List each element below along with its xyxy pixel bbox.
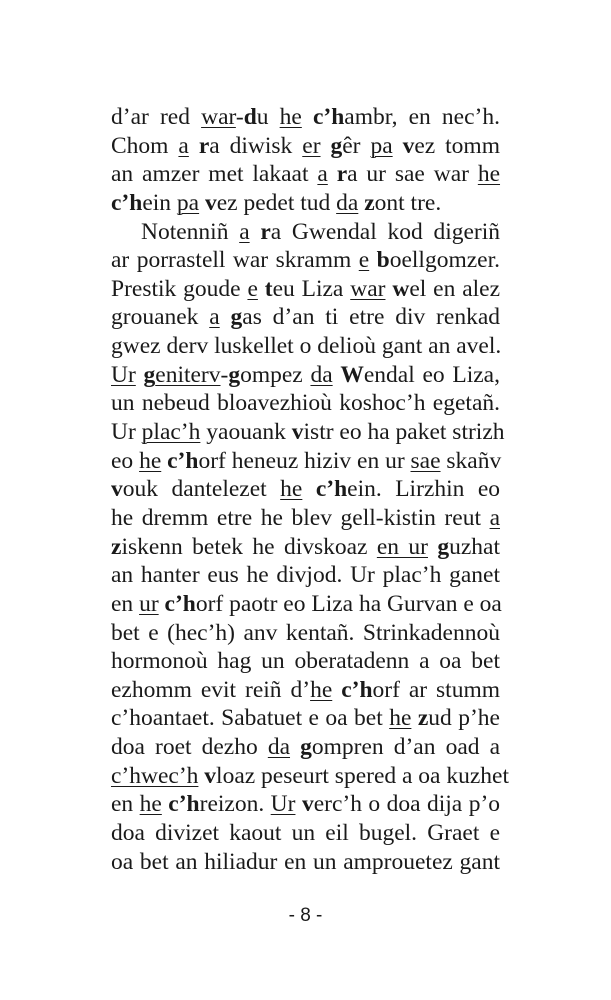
text-line <box>111 389 500 418</box>
trigger-word: a <box>209 304 220 331</box>
text-segment: iskenn betek he divskoaz <box>121 533 377 560</box>
text-segment <box>369 247 376 273</box>
mutated-letter: g <box>330 132 343 159</box>
text-segment: Notenniñ <box>141 218 240 245</box>
text-segment: ambr, en nec’h. <box>344 104 500 130</box>
text-segment <box>302 104 313 130</box>
text-segment: hormonoù hag un oberatadenn a oa bet <box>111 648 500 675</box>
text-segment: en <box>111 791 140 818</box>
text-segment: el en alez <box>409 275 501 302</box>
trigger-word: he <box>279 104 302 130</box>
trigger-word: da <box>310 361 333 388</box>
mutated-letter: r <box>260 218 271 245</box>
text-line <box>111 704 500 733</box>
mutated-letter: z <box>111 533 122 560</box>
mutated-letter: c’h <box>315 476 348 503</box>
text-line <box>111 504 500 533</box>
text-segment: ompez <box>240 361 311 388</box>
text-segment: erc’h o doa dija p’o <box>313 791 501 818</box>
text-line <box>111 303 500 332</box>
text-segment: Prestik goude <box>111 275 248 302</box>
trigger-word: he <box>139 791 162 818</box>
text-segment <box>258 276 265 302</box>
text-line <box>111 533 500 562</box>
mutated-letter: t <box>264 275 273 302</box>
mutated-letter: g <box>230 304 243 331</box>
trigger-word: he <box>310 676 333 703</box>
text-segment: Chom <box>111 132 179 159</box>
trigger-word: Ur <box>270 791 296 818</box>
text-segment: skañv <box>440 447 502 474</box>
text-line <box>111 475 500 504</box>
text-line <box>111 819 500 848</box>
text-segment <box>290 734 300 760</box>
text-segment: orf heneuz hiziv en ur <box>198 447 411 474</box>
text-line <box>111 418 505 447</box>
mutated-letter: v <box>204 762 217 789</box>
text-segment <box>136 362 144 388</box>
trigger-word: er <box>302 132 321 159</box>
text-line <box>111 189 500 218</box>
text-line <box>111 590 500 619</box>
text-line <box>111 561 500 590</box>
trigger-word: he <box>280 476 303 503</box>
text-line <box>111 647 500 676</box>
mutated-letter: g <box>300 734 312 761</box>
mutated-letter: c’h <box>312 104 345 130</box>
trigger-word: war <box>201 104 236 130</box>
text-segment: grouanek <box>111 304 210 331</box>
mutated-letter: r <box>336 161 348 188</box>
text-segment: eo <box>111 447 140 474</box>
text-segment: endal eo Liza, <box>363 361 500 388</box>
mutated-letter: v <box>204 189 217 216</box>
text-segment: d’ar red <box>111 104 202 130</box>
mutated-letter: c’h <box>167 447 199 474</box>
trigger-word: da <box>267 734 291 761</box>
text-segment: a ur sae war <box>347 161 478 188</box>
text-line <box>111 361 500 390</box>
text-segment <box>332 677 341 703</box>
text-segment: oellgomzer. <box>389 247 501 274</box>
bold-underlined-segment: g <box>143 361 156 388</box>
mutated-letter: z <box>417 705 429 732</box>
mutated-letter: c’h <box>341 676 373 703</box>
text-segment: Ur <box>111 419 142 446</box>
text-segment: êr <box>342 132 371 159</box>
trigger-word: plac’h <box>141 419 201 446</box>
text-segment: ont tre. <box>374 189 442 216</box>
text-segment: he dremm etre he blev gell-kistin reut <box>111 504 490 531</box>
text-segment: uzhat <box>449 533 500 560</box>
text-segment: a Gwendal kod digeriñ <box>270 218 501 245</box>
text-segment: yaouank <box>200 419 292 446</box>
mutated-letter: g <box>437 533 450 560</box>
text-segment <box>302 476 315 502</box>
text-segment: - <box>235 104 244 130</box>
trigger-word: c’hwec’h <box>111 762 199 789</box>
mutated-letter: w <box>392 275 410 302</box>
text-segment: orf ar stumm <box>372 676 501 703</box>
text-segment: eu Liza <box>272 275 351 302</box>
text-segment: a diwisk <box>209 132 303 159</box>
text-segment: ez pedet tud <box>216 189 337 216</box>
text-segment: doa roet dezho <box>111 734 268 761</box>
trigger-word: sae <box>410 447 441 474</box>
text-segment <box>321 133 331 159</box>
text-line <box>111 676 500 705</box>
text-segment: ouk dantelezet <box>122 476 281 503</box>
text-line <box>111 762 510 791</box>
text-segment: orf paotr eo Liza ha Gurvan e oa <box>195 590 502 617</box>
text-segment <box>220 304 231 330</box>
mutated-letter: b <box>376 247 390 274</box>
text-segment: an amzer met lakaat <box>111 161 318 188</box>
text-line <box>111 848 500 877</box>
trigger-word: e <box>247 275 258 302</box>
mutated-letter: W <box>340 361 364 388</box>
text-segment: en <box>111 590 140 617</box>
mutated-letter: v <box>402 132 415 159</box>
text-line <box>111 218 500 247</box>
text-line <box>111 103 500 132</box>
trigger-word: pa <box>176 189 200 216</box>
text-segment <box>328 161 337 187</box>
trigger-word: pa <box>370 132 393 159</box>
trigger-word: he <box>477 161 501 188</box>
trigger-word: he <box>389 705 412 732</box>
mutated-letter: g <box>228 361 241 388</box>
text-line <box>111 332 500 361</box>
text-line <box>111 246 500 275</box>
text-segment: istr eo ha paket strizh <box>303 419 505 446</box>
text-line <box>111 733 500 762</box>
text-line <box>111 132 500 161</box>
mutated-letter: d <box>243 104 257 130</box>
text-line <box>111 447 500 476</box>
mutated-letter: v <box>111 476 123 503</box>
trigger-word: a <box>239 218 250 245</box>
text-segment: loaz peseurt spered a oa kuzhet <box>216 762 510 789</box>
trigger-word: he <box>139 447 162 474</box>
mutated-letter: c’h <box>168 791 200 818</box>
text-line <box>111 790 500 819</box>
trigger-word: da <box>336 189 359 216</box>
trigger-word: war <box>350 275 386 302</box>
text-segment: ezhomm evit reiñ d’ <box>111 676 311 703</box>
mutated-letter: v <box>291 419 304 446</box>
text-segment: ein. Lirzhin eo <box>347 476 501 503</box>
text-segment: an hanter eus he divjod. Ur plac’h ganet <box>111 562 500 589</box>
page-number: - 8 - <box>288 905 323 926</box>
text-segment: ompren d’an oad a <box>311 734 501 761</box>
text-segment: reizon. <box>199 791 271 818</box>
trigger-word: en ur <box>376 533 428 560</box>
text-line <box>111 160 500 189</box>
text-segment: gwez derv luskellet o delioù gant an avel. <box>111 333 502 360</box>
mutated-letter: r <box>198 132 210 159</box>
text-segment: ud p’he <box>428 705 500 732</box>
text-segment <box>250 219 261 245</box>
text-segment: doa divizet kaout un eil bugel. Graet e <box>111 820 500 847</box>
text-segment: ar porrastell war skramm <box>111 247 359 274</box>
text-segment: bet e (hec’h) anv kentañ. Strinkadennoù <box>111 619 500 646</box>
trigger-word: a <box>489 504 500 531</box>
trigger-word: eniterv <box>155 361 221 388</box>
text-segment: c’hoantaet. Sabatuet e oa bet <box>111 705 390 732</box>
trigger-word: Ur <box>111 361 136 388</box>
text-segment: u <box>256 104 280 130</box>
trigger-word: ur <box>139 590 159 617</box>
mutated-letter: v <box>301 791 314 818</box>
text-segment: un nebeud bloavezhioù koshoc’h egetañ. <box>111 390 500 417</box>
text-segment <box>393 133 403 159</box>
mutated-letter: c’h <box>164 590 196 617</box>
text-segment: ez tomm <box>414 132 500 159</box>
text-segment: - <box>220 361 229 388</box>
trigger-word: e <box>358 247 370 274</box>
mutated-letter: c’h <box>111 189 143 216</box>
text-segment: as d’an ti etre div renkad <box>242 304 500 331</box>
text-line <box>111 619 500 648</box>
trigger-word: a <box>317 161 328 188</box>
trigger-word: a <box>178 132 189 159</box>
text-segment <box>428 534 437 560</box>
mutated-letter: z <box>364 189 375 216</box>
body-text <box>111 103 510 876</box>
text-segment: ein <box>142 189 177 216</box>
text-segment <box>189 133 199 159</box>
text-line <box>111 275 500 304</box>
text-segment: oa bet an hiliadur en un amprouetez gant <box>111 848 500 875</box>
